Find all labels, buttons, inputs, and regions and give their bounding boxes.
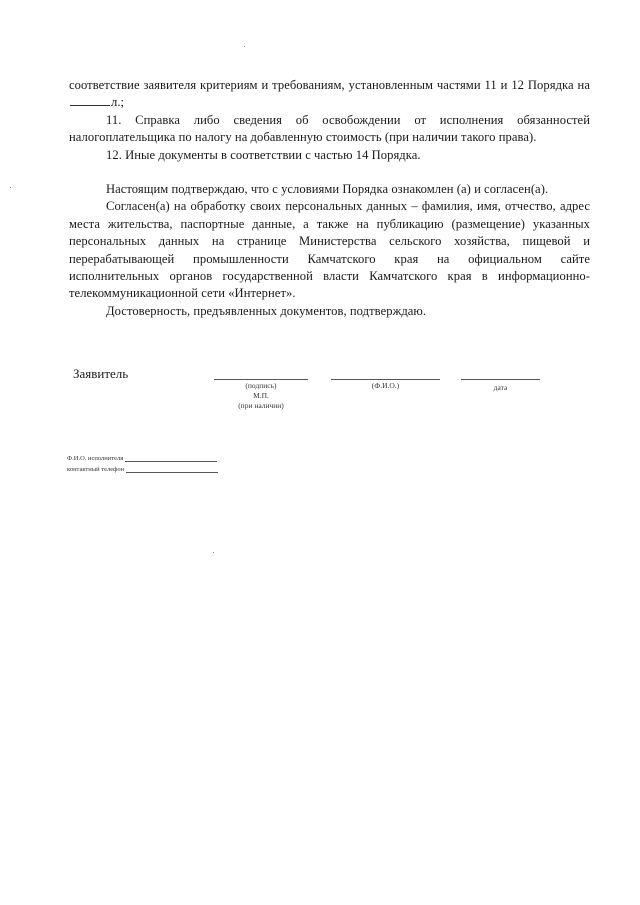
paragraph-consent: Согласен(а) на обработку своих персональных данных – фамилия, имя, отчество, адрес места жительства, паспортные данные, а также на публикацию (размещение) указанных персональных данных на странице Министерства сельского хозяйства, пищевой и перерабатывающей промышленности Камчатского края на официальном сайте исполнительных органов государственной власти Камчатского края в информационно-телекоммуникационной сети «Интернет». xyxy=(69,199,590,301)
scan-speck xyxy=(213,552,214,553)
scan-speck xyxy=(10,187,11,188)
stamp-note: (при наличии) xyxy=(238,401,284,410)
stamp-caption: М.П. xyxy=(253,391,269,400)
paragraph-authenticity: Достоверность, предъявленных документов, подтверждаю. xyxy=(106,303,427,318)
pages-count-blank xyxy=(70,94,110,106)
executor-phone-label: контактный телефон xyxy=(67,466,125,473)
executor-name-field xyxy=(67,455,217,462)
paragraph-item-11: 11. Справка либо сведения об освобождении от исполнения обязанностей налогоплательщика по налогу на добавленную стоимость (при наличии такого права). xyxy=(69,112,590,145)
document-body xyxy=(69,77,590,320)
paragraph-requirements: соответствие заявителя критериям и требованиям, установленным частями 11 и 12 Порядка на л.; xyxy=(69,78,590,110)
signature-line xyxy=(214,379,308,380)
scan-speck xyxy=(244,46,245,47)
applicant-label: Заявитель xyxy=(73,366,129,381)
full-name-line xyxy=(331,379,440,380)
paragraph-gap xyxy=(69,164,590,181)
signature-caption: (подпись) xyxy=(245,381,277,390)
executor-phone-field xyxy=(67,466,218,473)
full-name-caption: (Ф.И.О.) xyxy=(371,381,400,390)
paragraph-item-12: 12. Иные документы в соответствии с частью 14 Порядка. xyxy=(106,147,421,162)
executor-name-line xyxy=(125,455,217,462)
date-caption: дата xyxy=(493,383,508,392)
executor-phone-line xyxy=(126,466,218,473)
paragraph-confirmation: Настоящим подтверждаю, что с условиями Порядка ознакомлен (а) и согласен(а). xyxy=(106,182,549,197)
date-line xyxy=(461,379,540,380)
executor-name-label: Ф.И.О. исполнителя xyxy=(67,455,124,462)
